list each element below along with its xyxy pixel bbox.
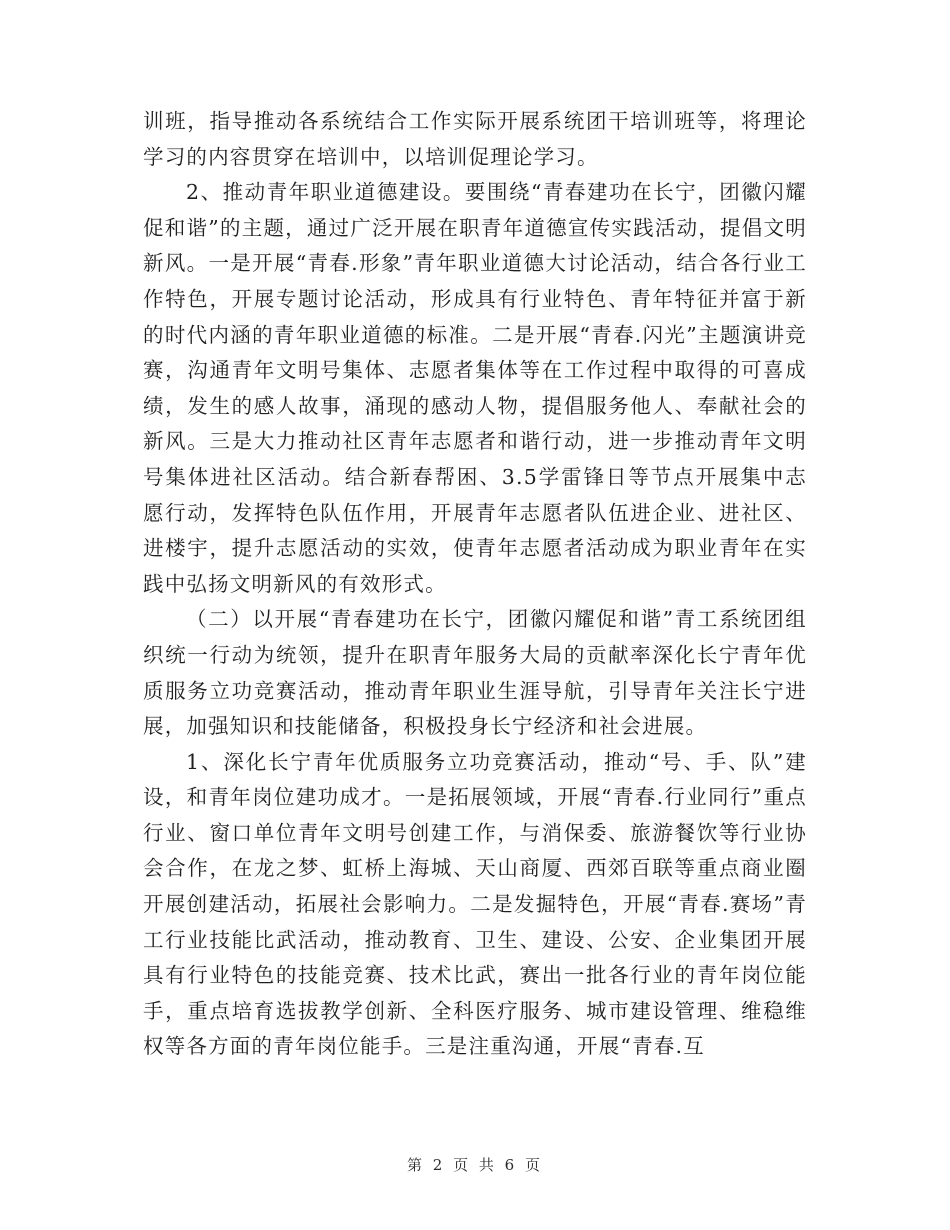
paragraph-service-competition: 1、深化长宁青年优质服务立功竞赛活动，推动“号、手、队”建设，和青年岗位建功成才。一是拓展领域，开展“青春.行业同行”重点行业、窗口单位青年文明号创建工作，与消保委、旅游餐饮等行业协会合作，在龙之梦、虹桥上海城、天山商厦、西郊百联等重点商业圈开展创建活动，拓展社会影响力。二是发掘特色，开展“青春.赛场”青工行业技能比武活动，推动教育、卫生、建设、公安、企业集团开展具有行业特色的技能竞赛、技术比武，赛出一批各行业的青年岗位能手，重点培育选拔教学创新、全科医疗服务、城市建设管理、维稳维权等各方面的青年岗位能手。三是注重沟通，开展“青春.互 [143, 749, 807, 1059]
paragraph-section-two-heading: （二）以开展“青春建功在长宁，团徽闪耀促和谐”青工系统团组织统一行动为统领，提升在职青年服务大局的贡献率深化长宁青年优质服务立功竞赛活动，推动青年职业生涯导航，引导青年关注长宁进展，加强知识和技能储备，积极投身长宁经济和社会进展。 [143, 607, 807, 739]
paragraph-continuation: 训班，指导推动各系统结合工作实际开展系统团干培训班等，将理论学习的内容贯穿在培训中，以培训促理论学习。 [143, 109, 807, 169]
document-body [143, 104, 807, 1065]
page-number-footer: 第 2 页 共 6 页 [407, 1156, 543, 1174]
paragraph-youth-professional-ethics: 2、推动青年职业道德建设。要围绕“青春建功在长宁，团徽闪耀促和谐”的主题，通过广泛开展在职青年道德宣传实践活动，提倡文明新风。一是开展“青春.形象”青年职业道德大讨论活动，结合各行业工作特色，开展专题讨论活动，形成具有行业特色、青年特征并富于新的时代内涵的青年职业道德的标准。二是开展“青春.闪光”主题演讲竞赛，沟通青年文明号集体、志愿者集体等在工作过程中取得的可喜成绩，发生的感人故事，涌现的感动人物，提倡服务他人、奉献社会的新风。三是大力推动社区青年志愿者和谐行动，进一步推动青年文明号集体进社区活动。结合新春帮困、3.5学雷锋日等节点开展集中志愿行动，发挥特色队伍作用，开展青年志愿者队伍进企业、进社区、进楼宇，提升志愿活动的实效，使青年志愿者活动成为职业青年在实践中弘扬文明新风的有效形式。 [143, 180, 807, 596]
